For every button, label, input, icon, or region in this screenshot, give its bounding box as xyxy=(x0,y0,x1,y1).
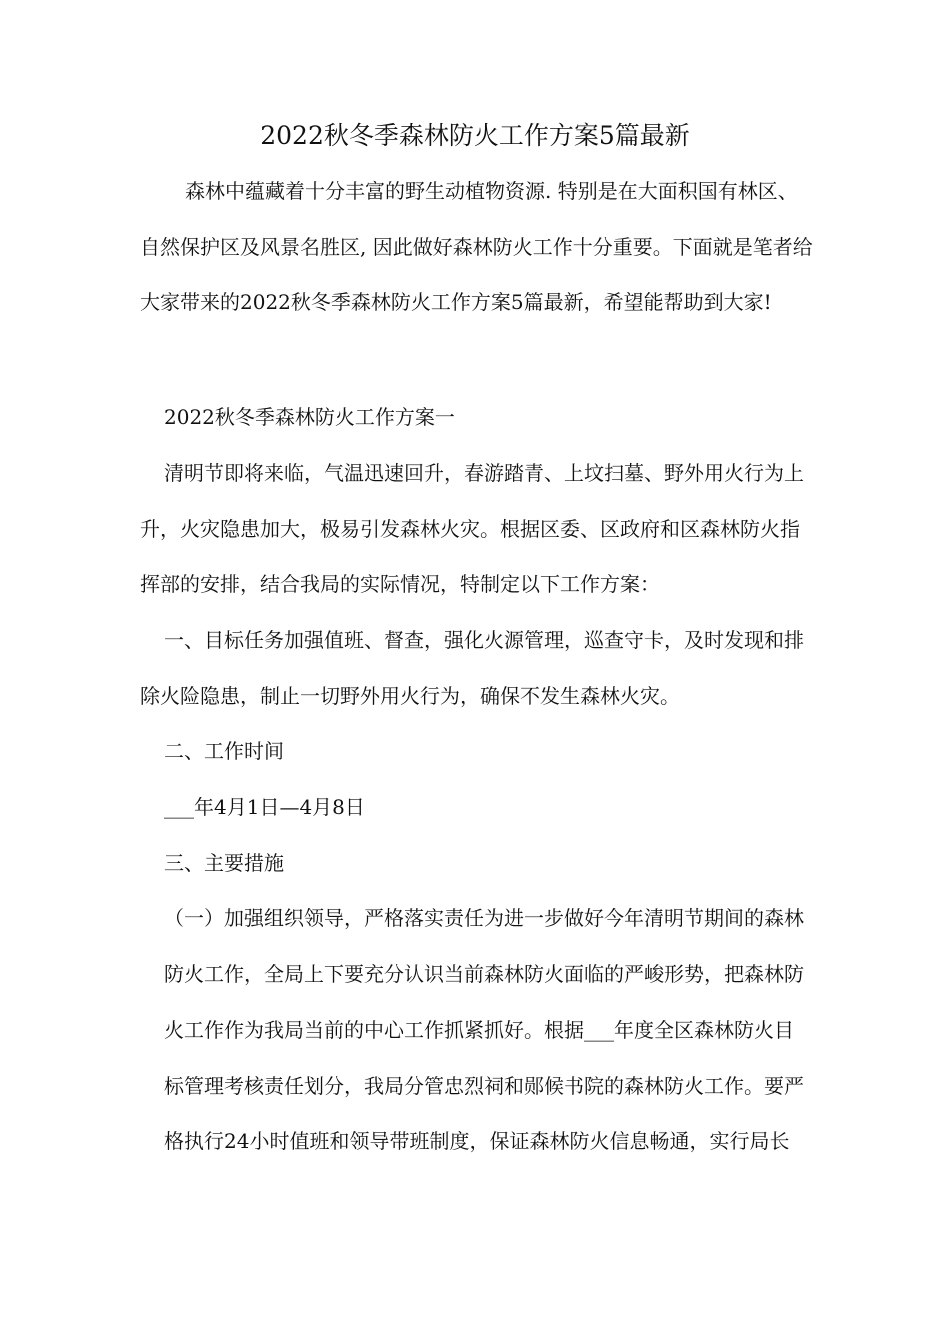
intro-line-2: 自然保护区及风景名胜区, 因此做好森林防火工作十分重要。下面就是笔者给 xyxy=(140,235,813,259)
para1-line-2: 升，火灾隐患加大，极易引发森林火灾。根据区委、区政府和区森林防火指 xyxy=(140,517,800,541)
document-title: 2022秋冬季森林防火工作方案5篇最新 xyxy=(260,121,690,150)
para2-line-1: 一、目标任务加强值班、督查，强化火源管理，巡查守卡，及时发现和排 xyxy=(164,628,804,652)
section-heading: 2022秋冬季森林防火工作方案一 xyxy=(164,405,455,429)
para3-line-2: 防火工作，全局上下要充分认识当前森林防火面临的严峻形势，把森林防 xyxy=(164,962,804,986)
heading-work-time: 二、工作时间 xyxy=(164,739,284,763)
heading-main-measures: 三、主要措施 xyxy=(164,851,284,875)
para1-line-3: 挥部的安排，结合我局的实际情况，特制定以下工作方案： xyxy=(140,572,660,596)
para3-line-3: 火工作作为我局当前的中心工作抓紧抓好。根据___年度全区森林防火目 xyxy=(164,1018,794,1042)
para3-line-1: （一）加强组织领导，严格落实责任为进一步做好今年清明节期间的森林 xyxy=(164,906,804,930)
para3-line-5: 格执行24小时值班和领导带班制度，保证森林防火信息畅通，实行局长 xyxy=(164,1129,790,1153)
para1-line-1: 清明节即将来临，气温迅速回升，春游踏青、上坟扫墓、野外用火行为上 xyxy=(164,461,804,485)
para2-line-2: 除火险隐患，制止一切野外用火行为，确保不发生森林火灾。 xyxy=(140,684,680,708)
para3-line-4: 标管理考核责任划分，我局分管忠烈祠和郧候书院的森林防火工作。要严 xyxy=(164,1074,804,1098)
intro-line-1: 森林中蕴藏着十分丰富的野生动植物资源. 特别是在大面积国有林区、 xyxy=(185,179,798,203)
date-range-line: ___年4月1日—4月8日 xyxy=(164,795,365,819)
intro-line-3: 大家带来的2022秋冬季森林防火工作方案5篇最新，希望能帮助到大家! xyxy=(140,290,772,314)
